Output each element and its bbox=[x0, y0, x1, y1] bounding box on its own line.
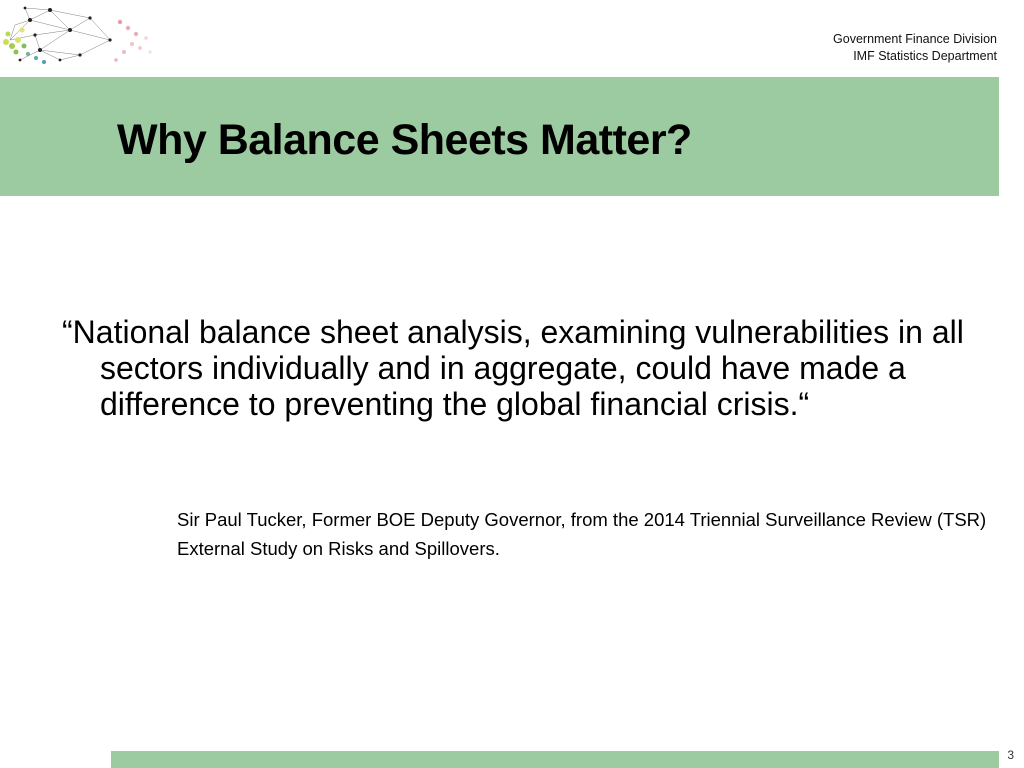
slide-title: Why Balance Sheets Matter? bbox=[117, 116, 692, 164]
quote-text: “National balance sheet analysis, examining vulnerabilities in all sectors individually and in aggregate, could have made a difference to preventing the global financial crisis.“ bbox=[62, 314, 964, 422]
title-band bbox=[0, 77, 999, 196]
organization-header bbox=[833, 31, 997, 65]
org-department-label: IMF Statistics Department bbox=[853, 49, 997, 63]
org-division-label: Government Finance Division bbox=[833, 32, 997, 46]
page-number: 3 bbox=[1007, 748, 1014, 762]
network-logo-icon bbox=[0, 0, 160, 78]
quote-attribution: Sir Paul Tucker, Former BOE Deputy Governor, from the 2014 Triennial Surveillance Review (TSR) External Study on Risks and Spillovers. bbox=[177, 509, 987, 559]
footer-band bbox=[111, 751, 999, 768]
